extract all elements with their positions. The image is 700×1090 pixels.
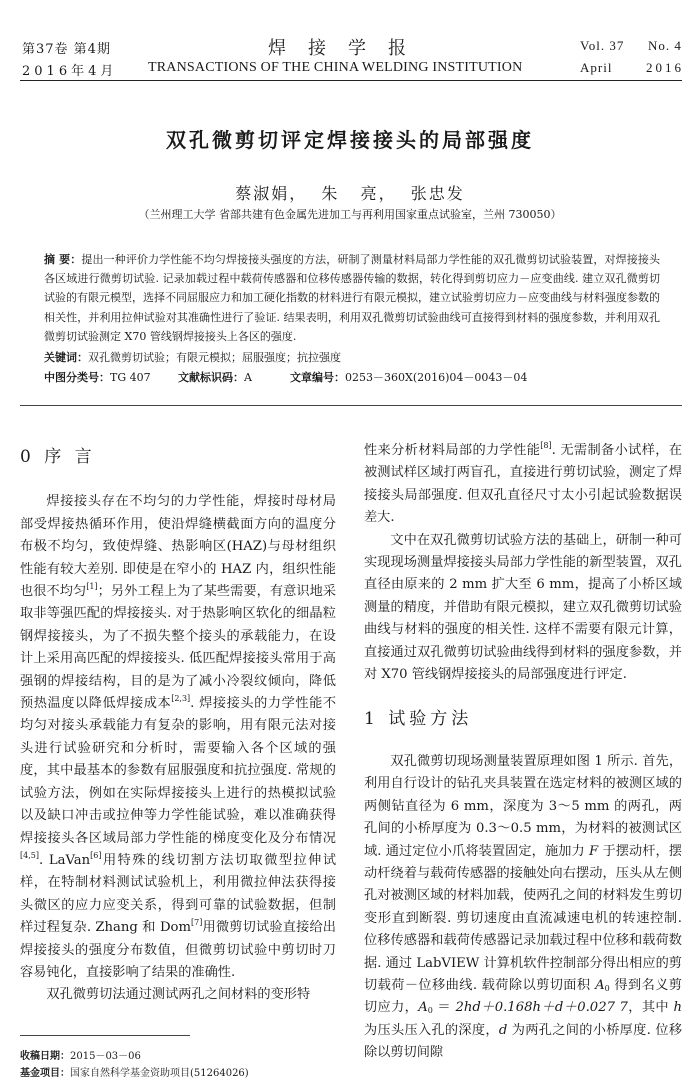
- text-run: 用微剪切试验直接给出焊接接头的强度分布数值，但微剪切试验中剪切时刀容易钝化，直接影响了结果的准确性.: [20, 920, 336, 980]
- month-en: April: [580, 60, 613, 75]
- keywords-label: 关键词：: [44, 351, 88, 364]
- citation: [4,5]: [20, 850, 39, 860]
- fund-label: 基金项目：: [20, 1068, 70, 1079]
- formula: 2hd＋0.168h＋d＋0.027 7: [455, 1000, 628, 1016]
- abstract-text: 提出一种评价力学性能不均匀焊接接头强度的方法，研制了测量材料局部力学性能的双孔微剪切试验装置，对焊接接头各区域进行微剪切试验. 记录加载过程中载荷传感器和位移传感器传输的数据，转化得到剪切应力－应变曲线. 建立双孔微剪切试验的有限元模型，选择不同屈服应力和加工硬化指数的材料进行有限元模拟，建立试验剪切应力－应变曲线与材料强度参数的相关性，并利用拉伸试验对其准确性进行了验证. 结果表明，利用双孔微剪切试验曲线可直接得到材料的强度参数，并利用双孔微剪切试验测定 X70 管线钢焊接接头上各区的强度.: [44, 253, 660, 343]
- text-run: . 焊接接头的力学性能不均匀对接头承载能力有复杂的影响，用有限元法对接头进行试验研究和分析时，需要输入各个区域的强度，其中最基本的参数有屈服强度和抗拉强度. 常规的试验方法，例如在实际焊接接头上进行的热模拟试验以及缺口冲击或拉伸等力学性能试验，难以准确获得焊接接头各区域局部力学性能的梯度变化及分布情况: [20, 696, 337, 846]
- text-run: ＝: [432, 1000, 456, 1016]
- left-column: [20, 446, 336, 1007]
- doc-value: A: [244, 371, 252, 384]
- keywords-text: 双孔微剪切试验；有限元模拟；屈服强度；抗拉强度: [88, 351, 341, 364]
- journal-name-cn: 焊接学报: [268, 38, 428, 59]
- clc-label: 中图分类号：: [44, 371, 110, 384]
- citation: [6]: [90, 850, 102, 860]
- clc-value: TG 407: [110, 371, 151, 384]
- date-cn: 2016年4月: [22, 64, 118, 79]
- footnote-received: [20, 1047, 141, 1062]
- subscript: 0: [427, 1006, 433, 1016]
- text-run: . LaVan: [38, 852, 91, 868]
- text-run: ，其中: [627, 1000, 674, 1016]
- intro-paragraph-2: 双孔微剪切法通过测试两孔之间材料的变形特: [46, 987, 311, 1003]
- article-number: [290, 369, 527, 385]
- right-column: [364, 440, 682, 1065]
- journal-name-en: TRANSACTIONS OF THE CHINA WELDING INSTITUTION: [148, 60, 523, 75]
- doc-label: 文献标识码：: [178, 371, 244, 384]
- variable-h: h: [673, 1000, 682, 1016]
- fund-text: 国家自然科学基金资助项目(51264026): [70, 1068, 249, 1079]
- text-run: 于摆动杆，摆动杆绕着与载荷传感器的接触处向右摆动，压头从左侧孔对被测区域的材料加载，使两孔之间的材料发生剪切变形直到断裂. 剪切速度由直流减速电机的转速控制. 位移传感器和载荷传感器记录加载过程中位移和载荷数据. 通过 LabVIEW 计算机软件控制部分得出相应的剪切载荷－位移曲线. 载荷除以剪切面积: [364, 843, 682, 993]
- abstract-label: 摘 要：: [44, 253, 82, 266]
- text-run: 为两孔之间的小桥厚度. 位移除以剪切间隙: [364, 1022, 683, 1061]
- variable-F: F: [589, 843, 599, 859]
- text-run: 性来分析材料局部的力学性能: [364, 443, 541, 458]
- article-authors: 蔡淑娟， 朱 亮， 张忠发: [235, 184, 465, 203]
- clc-number: [44, 369, 151, 385]
- article-affiliation: （兰州理工大学 省部共建有色金属先进加工与再利用国家重点试验室，兰州 730050）: [138, 208, 562, 221]
- citation: [7]: [190, 918, 203, 928]
- citation: [1]: [86, 582, 98, 592]
- text-run: 焊接接头存在不均匀的力学性能，焊接时母材局部受焊接热循环作用，使沿焊缝横截面方向的温度分布极不均匀，致使焊缝、热影响区(HAZ)与母材组织性能有较大差别. 即使是在窄小的 HAZ 内，组织性能也很不均匀: [20, 494, 336, 600]
- article-no-label: 文章编号：: [290, 371, 345, 384]
- issue-en: No. 4: [648, 38, 682, 53]
- footnote-fund: [20, 1064, 249, 1079]
- subscript: 0: [604, 983, 610, 993]
- text-run: ；另外工程上为了某些需要，有意识地采取非等强匹配的焊接接头. 对于热影响区软化的细晶粒钢焊接接头，为了不损失整个接头的承载能力，在设计上采用高匹配的焊接接头. 低匹配焊接接头常用于高强钢的焊接结构，目的是为了减小冷裂纹倾向，降低预热温度以降低焊接成本: [20, 584, 337, 712]
- footnote-rule: [20, 1035, 190, 1036]
- article-no-value: 0253－360X(2016)04－0043－04: [345, 371, 528, 384]
- keywords: [44, 349, 660, 365]
- text-run: 用特殊的线切割方法切取微型拉伸试样，在特制材料测试试验机上，利用微拉伸法获得接头微区的应力应变关系，得到可靠的试验数据，但制样过程复杂. Zhang 和 Dom: [20, 852, 337, 936]
- section-heading-method: 1 试验方法: [364, 709, 473, 730]
- text-run: 双孔微剪切现场测量装置原理如图 1 所示. 首先，利用自行设计的钻孔夹具装置在选定材料的被测区域的两侧钻直径为 6 mm，深度为 3～5 mm 的两孔，两孔间的小桥厚度为 0.3～0.5 mm，为材料的被测试区域. 通过定位小爪将装置固定，施加力: [364, 753, 682, 859]
- text-run: 得到名义剪切应力，: [364, 977, 682, 1016]
- received-label: 收稿日期：: [20, 1051, 70, 1062]
- variable-A0: A: [595, 977, 605, 993]
- volume-en: Vol. 37: [580, 38, 625, 53]
- section-heading-intro: 0 序 言: [20, 447, 96, 467]
- variable-d: d: [498, 1022, 508, 1038]
- intro-paragraph-4: 文中在双孔微剪切试验方法的基础上，研制一种可实现现场测量焊接接头局部力学性能的新型装置，双孔直径由原来的 2 mm 扩大至 6 mm，提高了小桥区域测量的精度，并借助有限元模拟，建立双孔微剪切试验曲线与材料的强度的相关性. 这样不需要有限元计算，直接通过双孔微剪切试验曲线得到材料的强度参数，并对 X70 管线钢焊接接头的局部强度进行评定.: [364, 532, 682, 683]
- citation: [8]: [540, 441, 552, 450]
- header-rule: [20, 80, 682, 81]
- abstract: [44, 250, 660, 346]
- abstract-rule: [20, 405, 682, 406]
- method-paragraph-1: [364, 751, 682, 1065]
- intro-paragraph-1: [20, 491, 336, 984]
- received-date: 2015－03－06: [70, 1051, 141, 1062]
- intro-paragraph-3: [364, 440, 682, 530]
- article-title: 双孔微剪切评定焊接接头的局部强度: [166, 128, 534, 152]
- document-code: [178, 369, 252, 385]
- text-run: 为压头压入孔的深度，: [364, 1022, 499, 1038]
- year-en: 2016: [646, 60, 684, 75]
- text-run: . 无需制备小试样，在被测试样区域打两盲孔，直接进行剪切试验，测定了焊接接头局部强度. 但双孔直径尺寸太小引起试验数据误差大.: [364, 443, 682, 526]
- citation: [2,3]: [171, 694, 191, 704]
- variable-A0: A: [418, 1000, 428, 1016]
- volume-issue-cn: 第37卷 第4期: [22, 42, 111, 57]
